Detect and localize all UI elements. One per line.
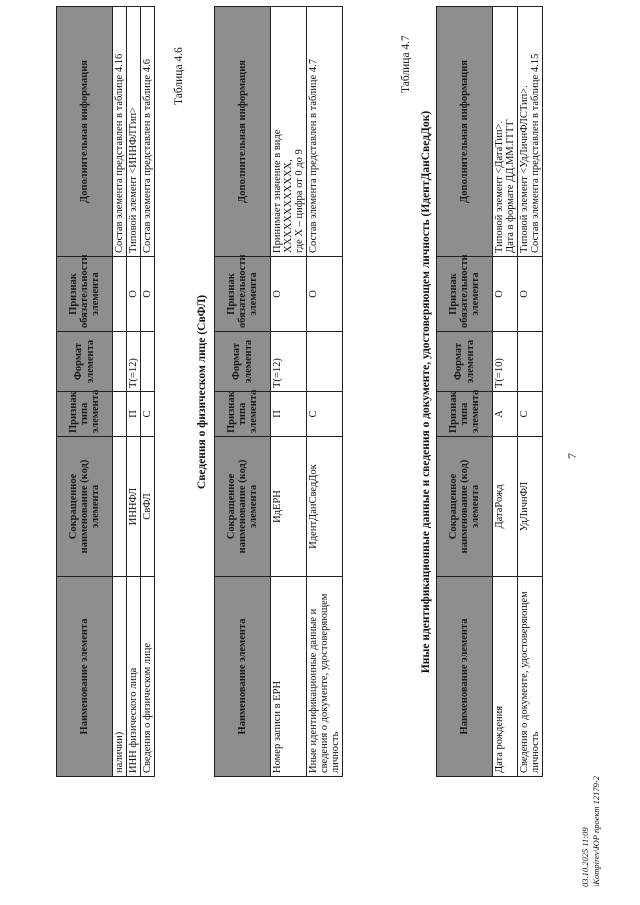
cell-info: [493, 7, 518, 257]
info-line: Состав элемента представлен в таблице 4.7: [308, 59, 319, 253]
header-format: Формат элемента: [215, 332, 271, 392]
page-number: 7: [565, 453, 579, 459]
cell-required: О: [127, 257, 141, 332]
table-title: Сведения о физическом лице (СвФЛ): [196, 294, 208, 490]
cell-type: П: [127, 392, 141, 437]
cell-info: Состав элемента представлен в таблице 4.6: [141, 7, 155, 257]
header-code: Сокращенное наименование (код) элемента: [437, 437, 493, 577]
cell-code: ДатаРожд: [493, 437, 518, 577]
table-row: [307, 7, 343, 777]
cell-format: [307, 332, 343, 392]
cell-required: О: [493, 257, 518, 332]
cell-format: T(=12): [127, 332, 141, 392]
cell-format: [141, 332, 155, 392]
table-title: Иные идентификационные данные и сведения о документе, удостоверяющем личность (ИдентДанСведДок): [420, 110, 432, 674]
table-caption: Таблица 4.7: [400, 35, 412, 93]
table-header-row: [437, 7, 493, 777]
cell-name: Номер записи в ЕРН: [271, 577, 307, 777]
cell-type: А: [493, 392, 518, 437]
cell-format: T(=12): [271, 332, 307, 392]
header-required: Признак обязательности элемента: [57, 257, 113, 332]
info-line: ХХХХХХХХХХХХ,: [283, 159, 294, 253]
header-info: Дополнительная информация: [437, 7, 493, 257]
info-line: Принимает значение в виде: [272, 129, 283, 253]
header-code: Сокращенное наименование (код) элемента: [215, 437, 271, 577]
cell-info: [307, 7, 343, 257]
cell-code: СвФЛ: [141, 437, 155, 577]
header-info: Дополнительная информация: [215, 7, 271, 257]
cell-info: [271, 7, 307, 257]
header-format: Формат элемента: [437, 332, 493, 392]
cell-required: О: [518, 257, 543, 332]
info-line: Типовой элемент <УдЛичнФЛСТип>.: [519, 85, 530, 253]
header-name: Наименование элемента: [437, 577, 493, 777]
header-required: Признак обязательности элемента: [437, 257, 493, 332]
header-format: Формат элемента: [57, 332, 113, 392]
table-header-row: [57, 7, 113, 777]
cell-name: ИНН физического лица: [127, 577, 141, 777]
info-line: где Х – цифра от 0 до 9: [294, 149, 305, 253]
cell-info: [518, 7, 543, 257]
table-row: [493, 7, 518, 777]
header-info: Дополнительная информация: [57, 7, 113, 257]
table-row: [271, 7, 307, 777]
cell-name: Иные идентификационные данные и сведения о документе, удостоверяющем личность: [307, 577, 343, 777]
cell-required: О: [271, 257, 307, 332]
header-required: Признак обязательности элемента: [215, 257, 271, 332]
table-caption: Таблица 4.6: [173, 47, 185, 105]
table-row: [113, 7, 127, 777]
cell-required: О: [307, 257, 343, 332]
footer-path: \Kompirev\ЮР проект 12179-2: [590, 775, 601, 887]
cell-name: Сведения о документе, удостоверяющем личность: [518, 577, 543, 777]
info-line: Типовой элемент <ДатаТип>.: [494, 120, 505, 253]
cell-name: Сведения о физическом лице: [141, 577, 155, 777]
cell-name: Дата рождения: [493, 577, 518, 777]
cell-code: ИННФЛ: [127, 437, 141, 577]
cell-type: [113, 392, 127, 437]
footer-timestamp: 03.10.2025 11:09: [580, 827, 590, 887]
table-row: [518, 7, 543, 777]
cell-type: С: [141, 392, 155, 437]
header-type: Признак типа элемента: [437, 392, 493, 437]
cell-info: Типовой элемент <ИННФЛТип>: [127, 7, 141, 257]
cell-type: П: [271, 392, 307, 437]
cell-format: [518, 332, 543, 392]
cell-code: ИдЕРН: [271, 437, 307, 577]
table-header-row: [215, 7, 271, 777]
cell-format: [113, 332, 127, 392]
cell-type: С: [307, 392, 343, 437]
table-row: [141, 7, 155, 777]
cell-code: УдЛичнФЛ: [518, 437, 543, 577]
header-name: Наименование элемента: [57, 577, 113, 777]
print-footer: [580, 776, 601, 887]
cell-code: ИдентДанСведДок: [307, 437, 343, 577]
cell-required: О: [141, 257, 155, 332]
cell-info: Состав элемента представлен в таблице 4.16: [113, 7, 127, 257]
info-line: Дата в формате ДД.ММ.ГГГГ: [505, 119, 516, 253]
header-type: Признак типа элемента: [57, 392, 113, 437]
table-row: [127, 7, 141, 777]
table-4-6: [214, 6, 343, 777]
cell-code: [113, 437, 127, 577]
cell-type: С: [518, 392, 543, 437]
cell-required: [113, 257, 127, 332]
table-4-7: [436, 6, 543, 777]
info-line: Состав элемента представлен в таблице 4.15: [530, 53, 541, 253]
header-type: Признак типа элемента: [215, 392, 271, 437]
header-name: Наименование элемента: [215, 577, 271, 777]
table-continuation: [56, 6, 155, 777]
header-code: Сокращенное наименование (код) элемента: [57, 437, 113, 577]
cell-format: T(=10): [493, 332, 518, 392]
cell-name: наличии): [113, 577, 127, 777]
